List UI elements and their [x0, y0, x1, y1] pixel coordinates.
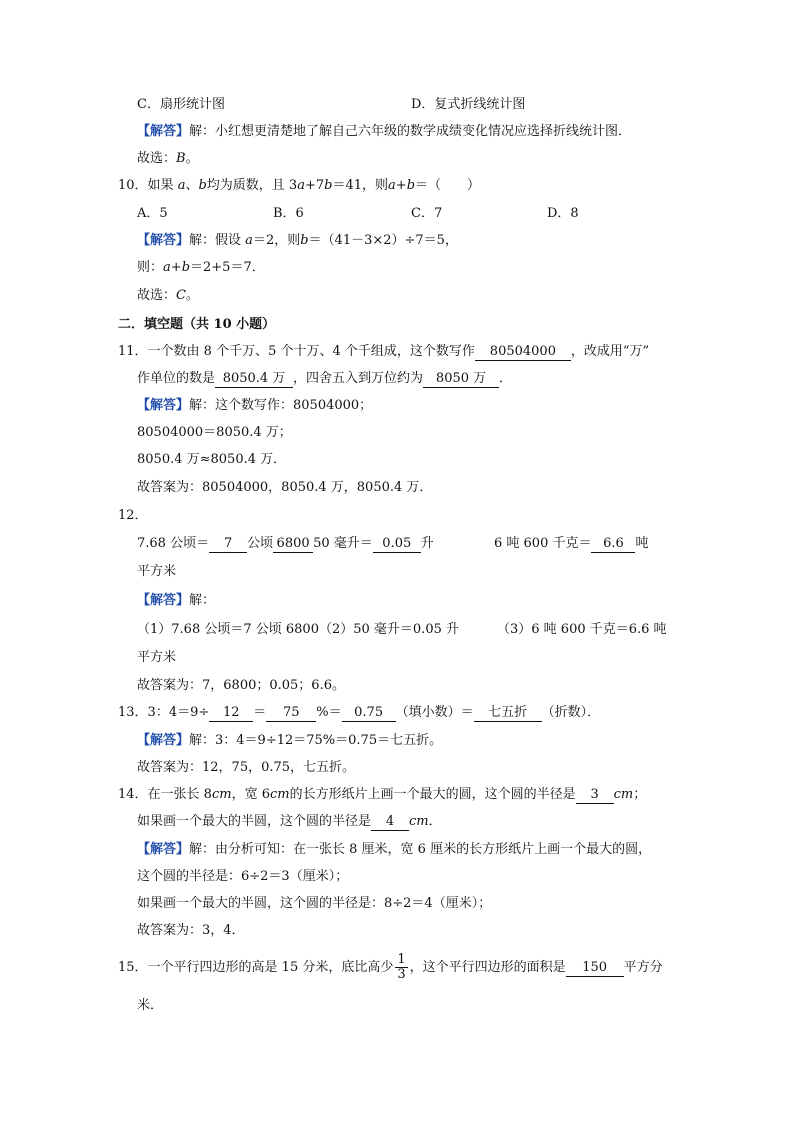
q13-p3: %＝ [316, 705, 342, 720]
answer-blank: 80504000 [475, 344, 571, 361]
unit-cm: cm [211, 787, 232, 802]
answer-blank: 七五折 [474, 705, 542, 722]
answer-blank: 150 [566, 960, 624, 977]
var-a: a [297, 178, 305, 193]
q12-ans-head: 解： [189, 593, 216, 608]
q10-then [137, 259, 265, 277]
answer-blank: 4 [371, 814, 409, 831]
q10-option-b: B．6 [273, 206, 304, 221]
q12-p1: 7.68 公顷＝ [137, 536, 210, 551]
q10-option-a: A．5 [137, 206, 168, 221]
var-a: a [245, 233, 253, 248]
unit-cm: cm [269, 787, 290, 802]
choose-label: 故选： [137, 288, 177, 303]
answer-tag: 【解答】 [137, 593, 190, 608]
q15-p3: 平方分 [623, 960, 663, 975]
q10-sep: 、 [185, 178, 199, 193]
q10-stem-d: ＝（ ） [415, 178, 481, 193]
var-a: a [388, 178, 396, 193]
choose-label: 故选： [137, 151, 177, 166]
q11-ans4: 故答案为：80504000，8050.4 万，8050.4 万． [137, 480, 433, 495]
answer-tag: 【解答】 [137, 842, 190, 857]
q12-stem-part3 [494, 535, 649, 553]
q14-p3: 的长方形纸片上画一个最大的圆，这个圆的半径是 [289, 787, 576, 802]
fraction-denominator: 3 [397, 967, 406, 982]
q13-answer [137, 732, 442, 750]
q14-p2: ，宽 6 [231, 787, 270, 802]
q10-stem [118, 177, 480, 195]
q11-stem-line1 [118, 343, 649, 361]
q11-ans1: 解：这个数写作：80504000； [189, 398, 373, 413]
q9-answer-text: 解：小红想更清楚地了解自己六年级的数学成绩变化情况应选择折线统计图． [189, 124, 632, 139]
q14-ans4: 故答案为：3，4． [137, 923, 245, 938]
q14-ans3: 如果画一个最大的半圆，这个圆的半径是：8÷2＝4（厘米）； [137, 896, 492, 911]
q10-stem-c: ＝41，则 [332, 178, 389, 193]
q10-stem-b: 均为质数，且 3 [206, 178, 298, 193]
var-b: b [181, 260, 191, 275]
q12-p6: 吨 [635, 536, 649, 551]
q9-option-d: D．复式折线统计图 [411, 97, 526, 112]
q13-p1: 13．3：4＝9÷ [118, 705, 210, 720]
var-b: b [300, 233, 309, 248]
q10-plus: + [395, 178, 407, 193]
q15-stem-line2: 米． [137, 998, 164, 1013]
q12-ans4: 故答案为：7，6800；0.05；6.6。 [137, 678, 345, 693]
var-b: b [198, 178, 207, 193]
q14-stem-line1 [118, 786, 646, 804]
answer-tag: 【解答】 [137, 233, 190, 248]
answer-tag: 【解答】 [137, 398, 190, 413]
answer-blank: 12 [209, 705, 253, 722]
var-a: a [177, 178, 186, 193]
q10-stem-a: 10．如果 [118, 178, 174, 193]
answer-blank: 6800 [273, 536, 313, 553]
answer-blank: 3 [576, 787, 614, 804]
q12-ans1: （1）7.68 公顷＝7 公顷 6800（2）50 毫升＝0.05 升 [137, 622, 459, 637]
q13-p2: ＝ [253, 705, 267, 720]
q15-stem-line1 [118, 951, 663, 985]
q10-ans-c: ＝（41－3×2）÷7＝5， [308, 233, 458, 248]
var-a: a [163, 260, 171, 275]
q14-stem-line2 [137, 813, 442, 831]
answer-blank: 7 [209, 536, 247, 553]
unit-cm: cm [409, 814, 429, 829]
q10-then-plus: + [170, 260, 182, 275]
q10-then-b: ＝2+5＝7． [190, 260, 265, 275]
q11-ans3: 8050.4 万≈8050.4 万． [137, 452, 287, 467]
q12-number: 12． [118, 508, 148, 523]
var-b: b [406, 178, 416, 193]
q10-option-c: C．7 [411, 206, 443, 221]
q13-ans: 解：3：4＝9÷12＝75%＝0.75＝七五折。 [189, 733, 443, 748]
section-title: 二．填空题（共 10 小题） [118, 317, 276, 332]
answer-tag: 【解答】 [137, 733, 190, 748]
q11-stem-a: 11．一个数由 8 个千万、5 个十万、4 个千组成，这个数写作 [118, 344, 475, 359]
q11-stem-c: 作单位的数是 [137, 371, 216, 386]
q12-p5: 6 吨 600 千克＝ [494, 536, 592, 551]
q11-stem-d: ，四舍五入到万位约为 [293, 371, 424, 386]
q12-p3: 50 毫升＝ [313, 536, 373, 551]
q12-unit: 平方米 [137, 564, 177, 579]
q10-option-d: D．8 [547, 206, 579, 221]
q12-answer [137, 592, 215, 610]
q13-p4: （填小数）＝ [395, 705, 474, 720]
answer-blank: 0.75 [342, 705, 396, 722]
q10-plus: +7 [304, 178, 325, 193]
q10-then-a: 则： [137, 260, 164, 275]
q14-ans1: 解：由分析可知：在一张长 8 厘米，宽 6 厘米的长方形纸片上画一个最大的圆， [189, 842, 652, 857]
choose-end: 。 [185, 288, 199, 303]
q11-stem-e: ． [499, 371, 513, 386]
answer-blank: 8050 万 [423, 371, 499, 388]
choose-end: 。 [185, 151, 199, 166]
q9-option-c: C．扇形统计图 [137, 97, 225, 112]
q10-ans-a: 解：假设 [189, 233, 242, 248]
answer-blank: 8050.4 万 [215, 371, 293, 388]
q11-stem-b: ，改成用“万” [570, 344, 650, 359]
unit-cm: cm [613, 787, 634, 802]
answer-blank: 6.6 [591, 536, 635, 553]
q11-answer [137, 397, 372, 415]
q15-p1: 15．一个平行四边形的高是 15 分米，底比高少 [118, 960, 394, 975]
q12-ans2: （3）6 吨 600 千克＝6.6 吨 [497, 622, 667, 637]
q14-p6: ． [428, 814, 442, 829]
q14-ans2: 这个圆的半径是：6÷2＝3（厘米）； [137, 869, 349, 884]
choose-letter: B [176, 151, 186, 166]
q12-ans3: 平方米 [137, 650, 177, 665]
q11-ans2: 80504000＝8050.4 万； [137, 425, 292, 440]
q14-p1: 14．在一张长 8 [118, 787, 212, 802]
q12-p4: 升 [420, 536, 434, 551]
q11-stem-line2 [137, 370, 512, 388]
fraction-numerator: 1 [397, 952, 406, 967]
q14-p5: 如果画一个最大的半圆，这个圆的半径是 [137, 814, 372, 829]
q10-answer [137, 232, 458, 250]
q15-p2: ，这个平行四边形的面积是 [409, 960, 566, 975]
q13-stem [118, 704, 600, 722]
q12-stem-line1 [137, 535, 434, 553]
fraction-one-third [395, 953, 407, 982]
q14-answer [137, 841, 651, 859]
q13-ans2: 故答案为：12，75，0.75，七五折。 [137, 760, 356, 775]
answer-tag: 【解答】 [137, 124, 190, 139]
var-b: b [324, 178, 333, 193]
q14-p4: ； [633, 787, 647, 802]
q9-choose [137, 150, 199, 168]
choose-letter: C [176, 288, 186, 303]
q10-ans-b: ＝2，则 [252, 233, 301, 248]
answer-blank: 0.05 [373, 536, 421, 553]
q9-answer [137, 123, 631, 141]
q13-p5: （折数）． [541, 705, 601, 720]
answer-blank: 75 [266, 705, 316, 722]
q10-choose [137, 287, 199, 305]
q12-p2: 公顷 [247, 536, 274, 551]
